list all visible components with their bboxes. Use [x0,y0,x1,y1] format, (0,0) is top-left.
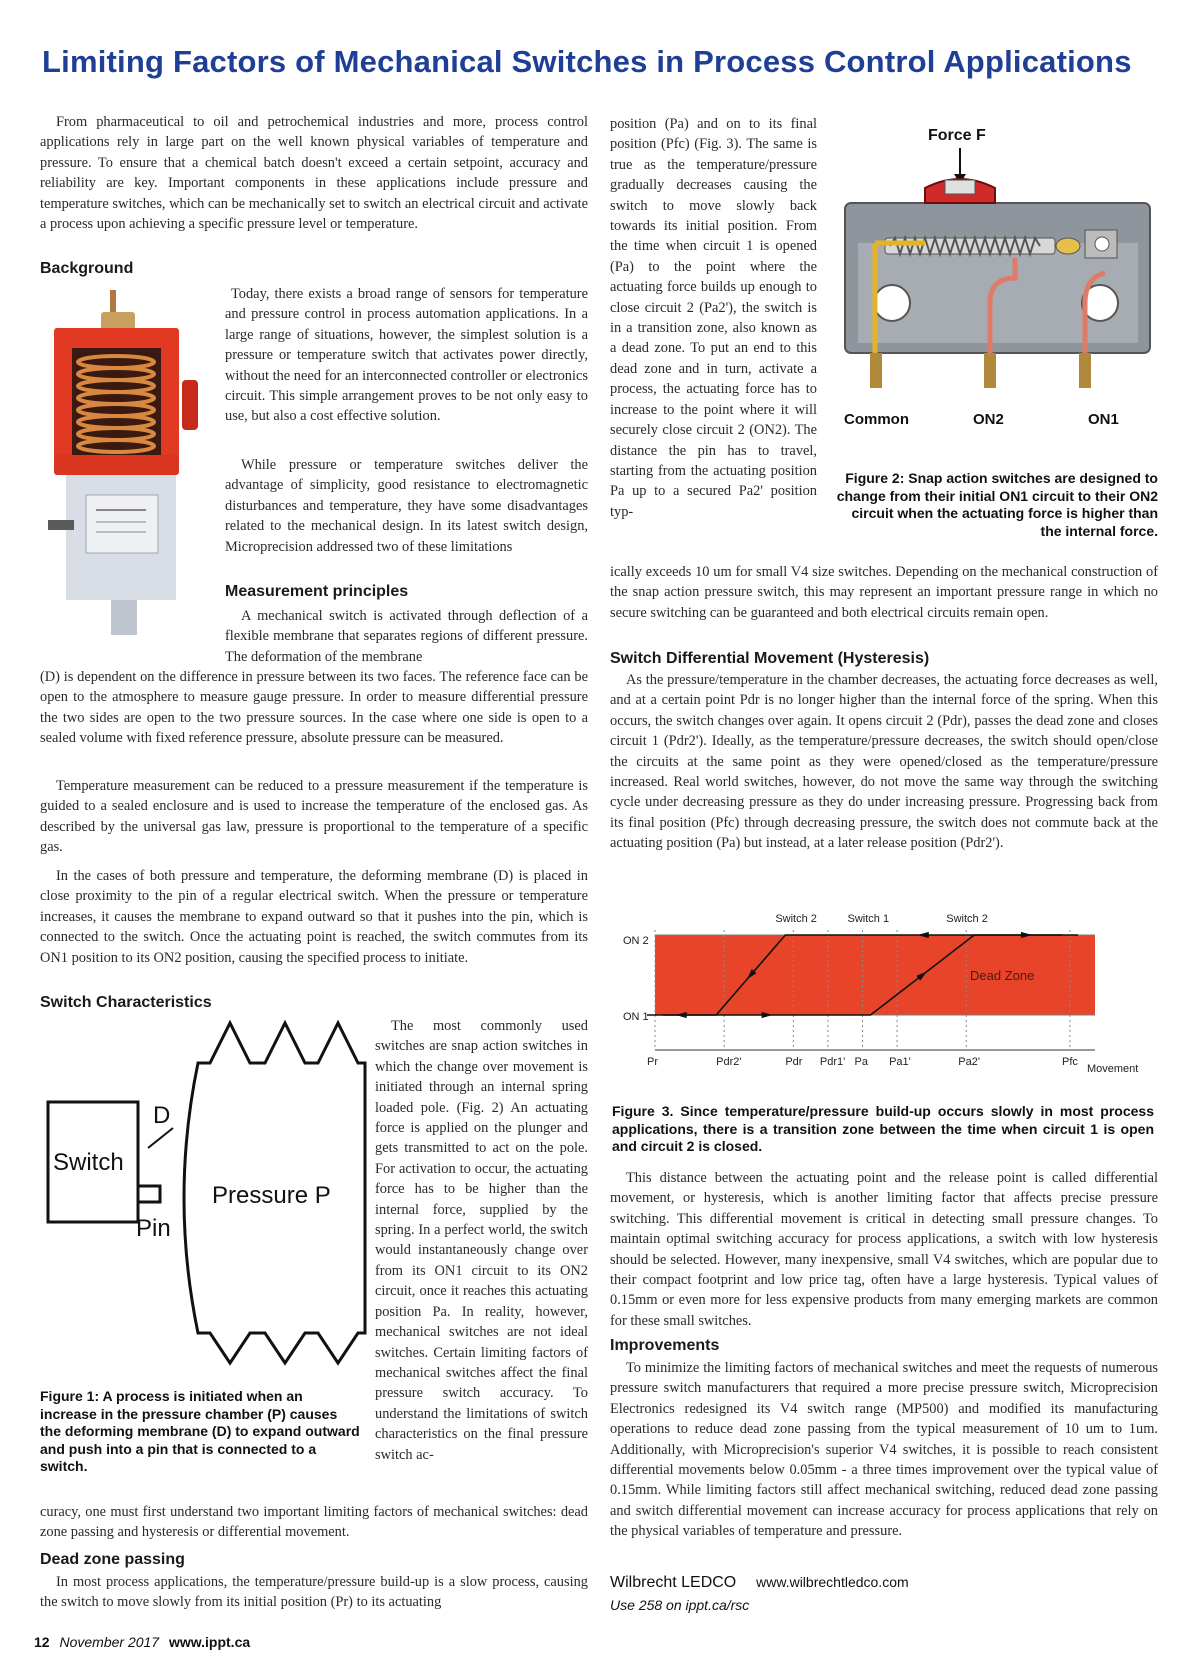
x-axis-label: Movement [1087,1063,1139,1075]
pressure-label: Pressure P [212,1182,331,1209]
figure-2-diagram [830,118,1170,436]
dead-zone-paragraph: In most process applications, the temperature/pressure build-up is a slow process, causing the switch to move slowly from its initial position (Pr) to its actuating [40,1574,588,1611]
background-paragraph-2: While pressure or temperature switches deliver the advantage of simplicity, good resistance to electromagnetic disturbances and temperature, they have some disadvantages related to the mechanical design. In its latest switch design, Microprecision addressed two of these limitations [225,457,588,555]
company-website[interactable]: www.wilbrechtledco.com [756,1574,909,1590]
x-tick-label: Pfc [1062,1056,1078,1068]
figure-2-caption: Figure 2: Snap action switches are designed to change from their initial ON1 circuit to their ON2 circuit when the actuating force is higher than the internal force. [836,470,1158,539]
pin [138,1186,160,1202]
dead-zone-heading: Dead zone passing [40,1551,185,1568]
x-tick-label: Pa [854,1056,868,1068]
dead-zone-paragraph-cont: position (Pa) and on to its final position (Pfc) (Fig. 3). The same is true as the temperature/pressure gradually decreases causing the switch to move slowly back towards its initial position. From the time when circuit 1 is opened (Pa) to the point where the actuating force builds up enough to close circuit 2 (Pa2'), the switch is in a transition zone, also known as a dead zone. To put an end to this dead zone and in turn, activate a process, the actuating force has to increase to the point where it will securely close circuit 2 (ON2). The distance the pin has to travel, starting from the actuating position Pa up to a secured Pa2' position typ- [610,116,817,520]
x-tick-label: Pa1' [889,1056,911,1068]
improvements-paragraph: To minimize the limiting factors of mechanical switches and meet the requests of numerous pressure switch manufacturers that required a more precise pressure switch, Microprecision Electronics redesigned its V4 switch range (MP500) and modified its manufacturing operations to reduce dead zone passing from the typical measurement of 10 um to 1um. Additionally, with Microprecision's superior V4 switches, it is possible to reach consistent differential movements below 0.05mm - a three times improvement over the typical value of 0.15mm. While limiting factors still affect mechanical switching, reduced dead zone passing and switch differential movement can increase accuracy for process applications that rely on the physical variables of temperature and pressure. [610,1360,1158,1540]
intro-paragraph: From pharmaceutical to oil and petrochemical industries and more, process control applications rely in large part on the well known physical variables of temperature and pressure. To ensure that a chemical batch doesn't exceed a certain setpoint, accuracy and reliability are key. Important components in these applications include pressure and temperature switches, which can be mechanically set to switch an electrical circuit and activate a process upon achieving a specific pressure level or temperature. [40,114,588,233]
measurement-heading: Measurement principles [225,583,409,600]
pin-label: Pin [136,1215,171,1242]
figure-3-chart [615,900,1165,1080]
on2-label: ON2 [973,411,1004,428]
membrane-d-label: D [153,1102,171,1129]
measurement-paragraph-1: (D) is dependent on the difference in pressure between its two faces. The reference face can be open to the atmosphere to measure gauge pressure. In order to measure differential pressure the two sides are open to the two pressure sources. In the case where one side is open to a sealed volume with fixed reference pressure, absolute pressure can be measured. [40,669,588,747]
x-tick-label: Pdr2' [716,1056,742,1068]
hysteresis-heading: Switch Differential Movement (Hysteresis) [610,650,930,667]
measurement-paragraph-3: In the cases of both pressure and temperature, the deforming membrane (D) is placed in close proximity to the pin of a regular electrical switch. When the pressure or temperature increases, it causes the membrane to expand outward so that it pushes into the pin, which is connected to the switch. Once the actuating point is reached, the switch commutes from its ON1 position to its ON2 position, causing the specified process to initiate. [40,868,588,966]
x-tick-label: Pa2' [958,1056,980,1068]
switch-top-label: Switch 2 [775,913,817,925]
y-label-on1: ON 1 [623,1011,649,1023]
x-tick-label: Pdr1' [819,1056,846,1068]
footer-website[interactable]: www.ippt.ca [168,1634,251,1650]
background-paragraph-1: Today, there exists a broad range of sensors for temperature and pressure control in process automation applications. In a large range of situations, however, the simplest solution is a pressure or temperature switch that activates power directly, without the need for an interconnected controller or electronics circuit. This simple arrangement proves to be not only easy to use, but also a cost effective solution. [225,286,588,425]
figure-3-caption: Figure 3. Since temperature/pressure build-up occurs slowly in most process applications, there is a transition zone between the time when circuit 1 is open and circuit 2 is closed. [612,1103,1154,1155]
x-tick-label: Pr [647,1056,658,1068]
company-name: Wilbrecht LEDCO [610,1574,737,1591]
y-label-on2: ON 2 [623,935,649,947]
reader-service-code: Use 258 on ippt.ca/rsc [610,1597,750,1613]
switch-top-label: Switch 2 [946,913,988,925]
issue-date: November 2017 [59,1634,160,1650]
pressure-switch-photo [46,290,216,640]
measurement-paragraph-1-side: A mechanical switch is activated through deflection of a flexible membrane that separates regions of different pressure. The deformation of the membrane [225,608,588,665]
dead-zone-wide-paragraph: ically exceeds 10 um for small V4 size switches. Depending on the mechanical construction of the snap action pressure switch, this may represent an important pressure range in which no secure switching can be guaranteed and both electrical circuits remain open. [610,564,1158,621]
page-number: 12 [34,1634,50,1650]
force-label: Force F [928,127,986,144]
improvements-heading: Improvements [610,1337,720,1354]
on1-label: ON1 [1088,411,1119,428]
article-title: Limiting Factors of Mechanical Switches in Process Control Applications [42,44,1132,79]
switch-label: Switch [53,1149,124,1176]
characteristics-heading: Switch Characteristics [40,994,212,1011]
hysteresis-paragraph-2: This distance between the actuating point and the release point is called differential movement, or hysteresis, which is another limiting factor that affects precise pressure switching. This differential movement is critical in detecting small pressure changes. To maintain optimal switching accuracy for process applications, a switch with low hysteresis should be selected. However, many inexpensive, small V4 switches, which are popular due to their compact footprint and low price tag, often have a large hysteresis. Typical values of 0.15mm or even more for less expensive products from many emerging markets are common for these small switches. [610,1170,1158,1329]
figure-1-diagram [40,1018,370,1368]
page-footer [34,1634,250,1650]
figure-1-caption: Figure 1: A process is initiated when an increase in the pressure chamber (P) causes the deforming membrane (D) to expand outward and push into a pin that is connected to a switch. [40,1388,360,1475]
characteristics-continuation: curacy, one must first understand two important limiting factors of mechanical switches: dead zone passing and hysteresis or differential movement. [40,1504,588,1541]
background-heading: Background [40,260,134,277]
dead-zone-label: Dead Zone [970,968,1035,983]
measurement-paragraph-2: Temperature measurement can be reduced to a pressure measurement if the temperature is guided to a sealed enclosure and is used to increase the temperature of the enclosed gas. As described by the universal gas law, pressure is proportional to the temperature of a specific gas. [40,778,588,856]
switch-top-label: Switch 1 [847,913,890,925]
characteristics-paragraph: The most commonly used switches are snap action switches in which the change over movement is initiated through an internal spring loaded pole. (Fig. 2) An actuating force is applied on the plunger and gets transmitted to act on the pole. For activation to occur, the actuating force has to be higher than the internal force, supplied by the spring. In a perfect world, the switch would instantaneously change over from its ON1 circuit to its ON2 circuit, once it reaches this actuating position Pa. In reality, however, mechanical switches are not ideal switches. Certain limiting factors of mechanical switches affect the final pressure switch accuracy. To understand the limitations of switch characteristics on the final pressure switch ac- [375,1018,588,1463]
hysteresis-paragraph-1: As the pressure/temperature in the chamber decreases, the actuating force decreases as well, and at a certain point Pdr is no longer higher than the internal force of the spring. When this occurs, the switch changes over again. It opens circuit 2 (Pdr), passes the dead zone and closes circuit 1 (Pdr2'). Ideally, as the temperature/pressure decreases, the switch should open/close the circuits at the same point as they were opened/closed as the temperature/pressure increased. Real world switches, however, do not move the same way through the switching cycle under decreasing pressure as they do under increasing pressure. Progressing back from its final position (Pfc) through decreasing pressure, the switch does not commute back at the actuating position (Pa) but instead, at a later release position (Pdr2'). [610,672,1158,852]
common-label: Common [844,411,909,428]
x-tick-label: Pdr [785,1056,803,1068]
